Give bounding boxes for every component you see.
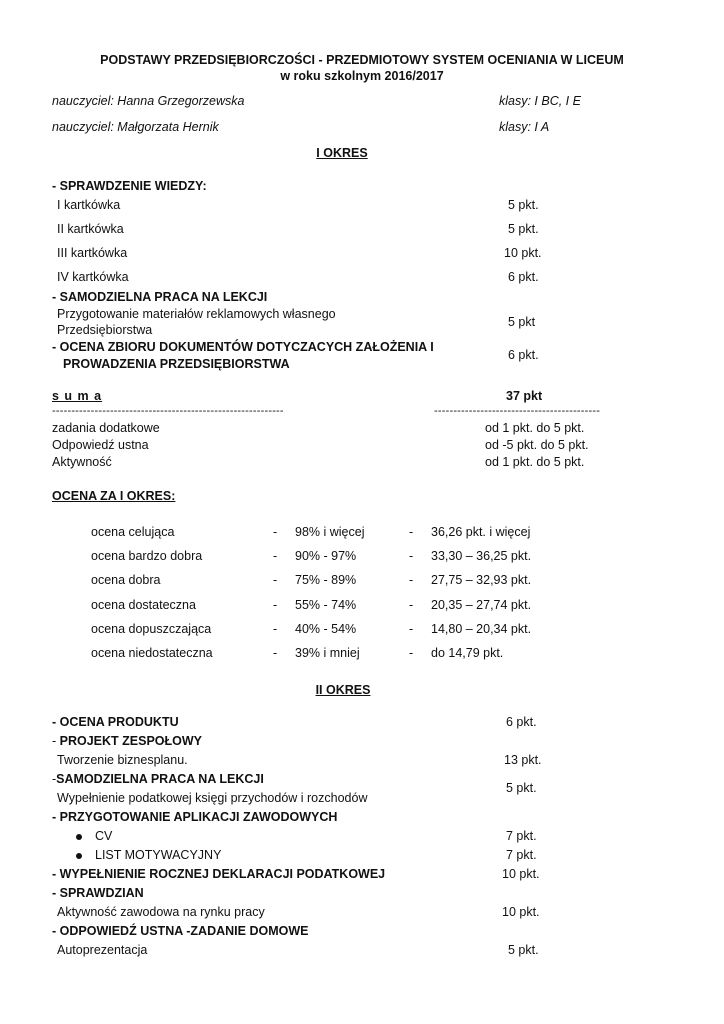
grade-percent: 98% i więcej bbox=[295, 525, 365, 539]
sum-value: 37 pkt bbox=[506, 389, 543, 403]
grade-dash: - bbox=[409, 622, 414, 636]
grades-heading: OCENA ZA I OKRES: bbox=[52, 489, 176, 503]
quiz-points: 6 pkt. bbox=[508, 270, 539, 284]
extra-points: od 1 pkt. do 5 pkt. bbox=[485, 421, 585, 435]
grade-name: ocena dopuszczająca bbox=[91, 622, 212, 636]
quiz-label: II kartkówka bbox=[57, 222, 124, 236]
section-documents: - OCENA ZBIORU DOKUMENTÓW DOTYCZACYCH ZAŁOŻENIA I bbox=[52, 340, 434, 354]
extra-label: Odpowiedź ustna bbox=[52, 438, 149, 452]
extra-points: od 1 pkt. do 5 pkt. bbox=[485, 455, 585, 469]
team-project-title: PROJEKT ZESPOŁOWY bbox=[59, 734, 203, 748]
extra-label: zadania dodatkowe bbox=[52, 421, 160, 435]
tax-declaration-label: - WYPEŁNIENIE ROCZNEJ DEKLARACJI PODATKOWEJ bbox=[52, 867, 386, 881]
independent-work-label bbox=[52, 772, 264, 786]
team-project-points: 13 pkt. bbox=[504, 753, 542, 767]
grade-name: ocena dostateczna bbox=[91, 598, 196, 612]
documents-points: 6 pkt. bbox=[508, 348, 539, 362]
period-2-heading: II OKRES bbox=[315, 683, 371, 697]
teacher-name: nauczyciel: Hanna Grzegorzewska bbox=[52, 94, 245, 108]
grade-dash: - bbox=[273, 622, 278, 636]
grade-points: 20,35 – 27,74 pkt. bbox=[431, 598, 532, 612]
team-project-label bbox=[52, 734, 202, 748]
independent-work-desc: Wypełnienie podatkowej księgi przychodów i rozchodów bbox=[57, 791, 368, 805]
period-1-heading: I OKRES bbox=[316, 146, 368, 160]
section-independent-work: - SAMODZIELNA PRACA NA LEKCJI bbox=[52, 290, 268, 304]
teacher-name: nauczyciel: Małgorzata Hernik bbox=[52, 120, 219, 134]
independent-work-desc: Przygotowanie materiałów reklamowych własnego bbox=[57, 307, 336, 321]
extra-label: Aktywność bbox=[52, 455, 112, 469]
independent-work-title: SAMODZIELNA PRACA NA LEKCJI bbox=[56, 772, 264, 786]
quiz-label: IV kartkówka bbox=[57, 270, 129, 284]
grade-percent: 90% - 97% bbox=[295, 549, 357, 563]
grade-points: do 14,79 pkt. bbox=[431, 646, 504, 660]
oral-answer-points: 5 pkt. bbox=[508, 943, 539, 957]
bullet-icon bbox=[76, 834, 82, 840]
tax-declaration-points: 10 pkt. bbox=[502, 867, 540, 881]
independent-work-points: 5 pkt. bbox=[506, 781, 537, 795]
grade-percent: 39% i mniej bbox=[295, 646, 360, 660]
grade-name: ocena dobra bbox=[91, 573, 161, 587]
independent-work-prefix: - bbox=[52, 772, 57, 786]
grade-dash: - bbox=[409, 525, 414, 539]
team-project-desc: Tworzenie biznesplanu. bbox=[57, 753, 188, 767]
teacher-classes: klasy: I A bbox=[499, 120, 550, 134]
grade-percent: 75% - 89% bbox=[295, 573, 357, 587]
grade-points: 14,80 – 20,34 pkt. bbox=[431, 622, 532, 636]
grade-percent: 40% - 54% bbox=[295, 622, 357, 636]
divider-right: ------------------------------------------- bbox=[434, 405, 601, 417]
grade-dash: - bbox=[273, 598, 278, 612]
grade-points: 33,30 – 36,25 pkt. bbox=[431, 549, 532, 563]
quiz-label: I kartkówka bbox=[57, 198, 121, 212]
grade-points: 36,26 pkt. i więcej bbox=[431, 525, 531, 539]
grade-dash: - bbox=[273, 573, 278, 587]
independent-work-desc: Przedsiębiorstwa bbox=[57, 323, 153, 337]
applications-label: - PRZYGOTOWANIE APLIKACJI ZAWODOWYCH bbox=[52, 810, 338, 824]
grade-dash: - bbox=[409, 549, 414, 563]
application-item: LIST MOTYWACYJNY bbox=[95, 848, 222, 862]
application-points: 7 pkt. bbox=[506, 829, 537, 843]
grade-points: 27,75 – 32,93 pkt. bbox=[431, 573, 532, 587]
section-documents-cont: PROWADZENIA PRZEDSIĘBIORSTWA bbox=[63, 357, 290, 371]
oral-answer-label: - ODPOWIEDŹ USTNA -ZADANIE DOMOWE bbox=[52, 924, 309, 938]
grade-dash: - bbox=[409, 573, 414, 587]
grade-dash: - bbox=[273, 549, 278, 563]
grade-percent: 55% - 74% bbox=[295, 598, 357, 612]
application-points: 7 pkt. bbox=[506, 848, 537, 862]
grade-name: ocena bardzo dobra bbox=[91, 549, 203, 563]
extra-points: od -5 pkt. do 5 pkt. bbox=[485, 438, 589, 452]
school-year: w roku szkolnym 2016/2017 bbox=[280, 69, 444, 83]
quiz-points: 5 pkt. bbox=[508, 198, 539, 212]
sum-label: s u m a bbox=[52, 389, 103, 403]
teacher-classes: klasy: I BC, I E bbox=[499, 94, 581, 108]
section-knowledge-check: - SPRAWDZENIE WIEDZY: bbox=[52, 179, 207, 193]
grade-name: ocena celująca bbox=[91, 525, 175, 539]
grade-dash: - bbox=[273, 525, 278, 539]
product-assessment-points: 6 pkt. bbox=[506, 715, 537, 729]
grade-dash: - bbox=[409, 646, 414, 660]
product-assessment-label: - OCENA PRODUKTU bbox=[52, 715, 179, 729]
quiz-points: 10 pkt. bbox=[504, 246, 542, 260]
oral-answer-desc: Autoprezentacja bbox=[57, 943, 148, 957]
divider-left: ------------------------------------------------------------ bbox=[52, 405, 284, 417]
bullet-icon bbox=[76, 853, 82, 859]
test-desc: Aktywność zawodowa na rynku pracy bbox=[57, 905, 265, 919]
grade-dash: - bbox=[409, 598, 414, 612]
application-item: CV bbox=[95, 829, 113, 843]
grade-name: ocena niedostateczna bbox=[91, 646, 213, 660]
independent-work-points: 5 pkt bbox=[508, 315, 536, 329]
quiz-label: III kartkówka bbox=[57, 246, 128, 260]
test-points: 10 pkt. bbox=[502, 905, 540, 919]
team-project-prefix: - bbox=[52, 734, 60, 748]
quiz-points: 5 pkt. bbox=[508, 222, 539, 236]
document-title: PODSTAWY PRZEDSIĘBIORCZOŚCI - PRZEDMIOTOWY SYSTEM OCENIANIA W LICEUM bbox=[100, 53, 624, 67]
test-label: - SPRAWDZIAN bbox=[52, 886, 144, 900]
grade-dash: - bbox=[273, 646, 278, 660]
